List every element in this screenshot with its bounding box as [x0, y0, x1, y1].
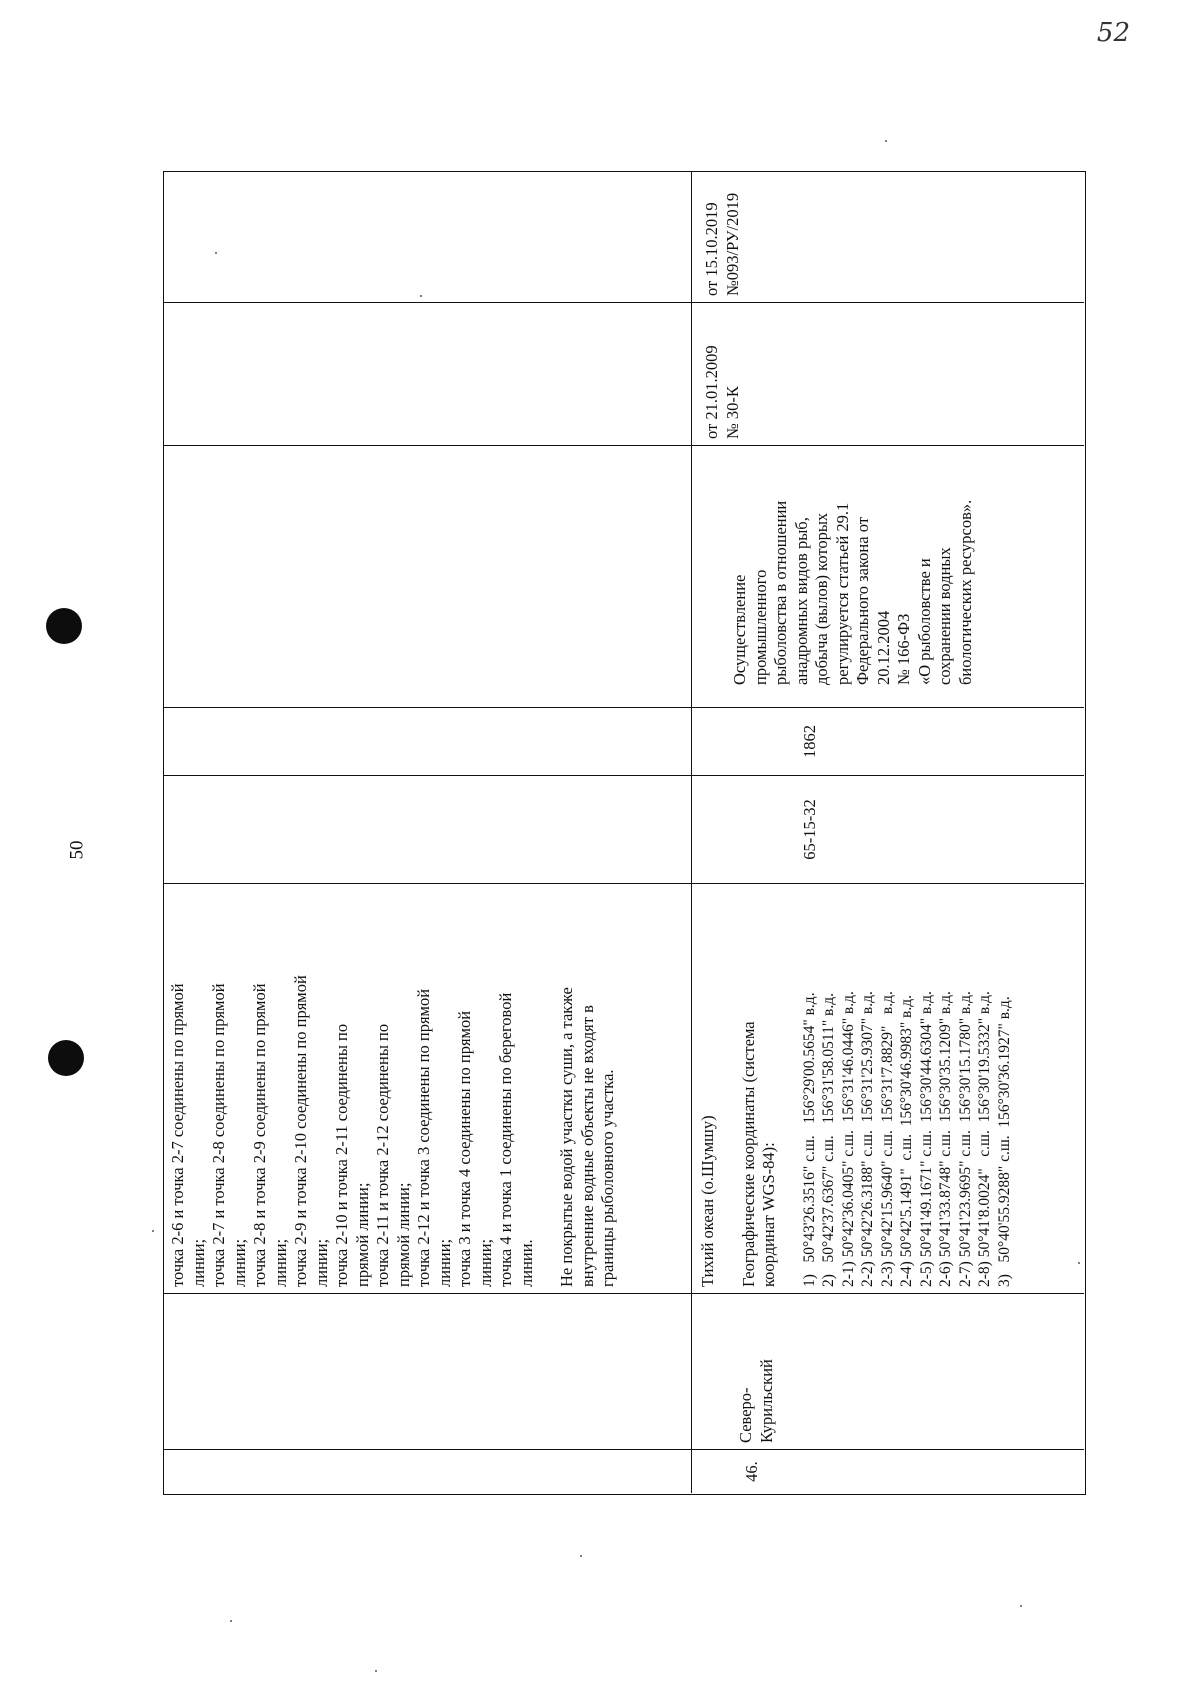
rotated-table-content: [164, 172, 1084, 1493]
handwritten-page-stamp: 52: [1096, 18, 1130, 48]
cell-code: [164, 775, 691, 883]
fishing-areas-table: [163, 171, 1086, 1495]
punch-hole-top: [46, 608, 82, 644]
document-1-line: № 30-К: [722, 386, 742, 439]
coordinate-line: 1) 50°43'26.3516" с.ш. 156°29'00.5654" в.д.: [800, 992, 818, 1287]
coordinate-line: 2) 50°42'37.6367" с.ш. 156°31'58.0511" в.д.: [820, 993, 837, 1287]
purpose-line: 20.12.2004: [873, 610, 893, 685]
scan-speck: [230, 1620, 232, 1622]
document-2-line: от 15.10.2019: [702, 202, 721, 296]
coordinate-line: 2-1) 50°42'36.0405" с.ш. 156°31'46.0446" в.д.: [839, 991, 857, 1287]
document-2-line: №093/РУ/2019: [722, 192, 742, 296]
boundary-line: точка 2-10 и точка 2-11 соединены по: [332, 1023, 351, 1287]
document-2: [692, 172, 1084, 302]
coordinate-line: 2-6) 50°41'33.8748" с.ш. 156°30'35.1209" в.д.: [937, 991, 954, 1287]
area-name: [692, 1293, 1084, 1449]
boundary-line: точка 2-9 и точка 2-10 соединены по прямой: [291, 975, 310, 1287]
scan-speck: [1020, 1605, 1022, 1607]
boundary-line: линии;: [188, 1238, 208, 1287]
cell-purpose: [164, 445, 691, 707]
boundary-line: точка 3 и точка 4 соединены по прямой: [455, 1010, 474, 1287]
boundary-line: точка 2-7 и точка 2-8 соединены по прямой: [209, 983, 228, 1287]
note-line: Не покрытые водой участки суши, а также: [557, 987, 576, 1287]
boundary-line: линии;: [434, 1238, 454, 1287]
purpose-line: сохранении водных: [935, 547, 954, 685]
coordinate-line: 2-3) 50°42'15.9640" с.ш. 156°31'7.8829" в.д.: [878, 991, 896, 1287]
document-1: [692, 302, 1084, 445]
purpose-line: регулируется статьей 29.1: [832, 502, 852, 685]
purpose-line: Осуществление: [730, 574, 749, 685]
coordinate-line: 2-2) 50°42'26.3188" с.ш. 156°31'25.9307" в.д.: [859, 991, 876, 1287]
cell-boundary-description: [164, 883, 691, 1293]
area-name-line: Курильский: [756, 1359, 776, 1443]
table-row-continuation: [164, 172, 692, 1493]
boundary-line: прямой линии;: [393, 1182, 413, 1287]
coordinate-line: 2-4) 50°42'5.1491" с.ш. 156°30'46.9983" в.д.: [898, 995, 915, 1287]
purpose-line: Федерального закона от: [853, 517, 872, 685]
purpose-line: биологических ресурсов».: [955, 499, 975, 685]
scan-speck: [885, 140, 887, 142]
area-code: 65-15-32: [692, 775, 1084, 883]
purpose-line: промышленного: [750, 569, 770, 685]
boundary-line: точка 2-11 и точка 2-12 соединены по: [373, 1023, 392, 1287]
area-boundaries: [692, 883, 1084, 1293]
cell-name: [164, 1293, 691, 1449]
coordinate-line: 2-7) 50°41'23.9695" с.ш. 156°30'15.1780" в.д.: [956, 991, 974, 1287]
boundary-line: линии.: [516, 1239, 536, 1287]
scan-speck: [152, 1230, 154, 1232]
scan-speck: [375, 1670, 377, 1672]
cell-area: [164, 707, 691, 775]
page-number: [62, 830, 92, 870]
area-size: 1862: [692, 707, 1084, 775]
boundary-line: линии;: [311, 1238, 331, 1287]
row-index: 46.: [692, 1449, 1084, 1493]
coord-header-line: координат WGS-84):: [759, 1142, 778, 1287]
boundary-line: линии;: [270, 1238, 290, 1287]
table-row-46: [692, 172, 1084, 1493]
purpose-line: № 166-ФЗ: [894, 613, 913, 685]
boundary-line: точка 2-6 и точка 2-7 соединены по прямой: [168, 983, 187, 1287]
note-line: внутренние водные объекты не входят в: [577, 1005, 597, 1287]
purpose-line: добыча (вылов) которых: [812, 512, 831, 685]
area-name-line: Северо-: [736, 1387, 755, 1443]
cell-index: [164, 1449, 691, 1493]
coordinate-line: 2-8) 50°41'8.0024" с.ш. 156°30'19.5332" в.д.: [976, 991, 993, 1287]
purpose-line: «О рыболовстве и: [914, 558, 934, 685]
fishing-purpose: [692, 445, 1084, 707]
cell-document-1: [164, 302, 691, 445]
boundary-line: точка 2-12 и точка 3 соединены по прямой: [414, 988, 433, 1287]
cell-document-2: [164, 172, 691, 302]
note-line: границы рыболовного участка.: [598, 1069, 617, 1287]
boundary-line: прямой линии;: [352, 1182, 372, 1287]
document-1-line: от 21.01.2009: [702, 345, 721, 439]
coordinate-line: 3) 50°40'55.9288" с.ш. 156°30'36.1927" в.д.: [995, 996, 1013, 1287]
page-number-text: 50: [66, 840, 87, 860]
location-text: Тихий океан (о.Шумшу): [698, 1115, 717, 1287]
purpose-line: анадромных видов рыб,: [791, 517, 811, 685]
scan-speck: [580, 1555, 582, 1557]
boundary-line: точка 4 и точка 1 соединены по береговой: [496, 992, 515, 1287]
punch-hole-bottom: [48, 1040, 84, 1076]
boundary-line: линии;: [475, 1238, 495, 1287]
coordinate-line: 2-5) 50°41'49.1671" с.ш. 156°30'44.6304" в.д.: [917, 991, 935, 1287]
purpose-line: рыболовства в отношении: [771, 500, 790, 685]
boundary-line: линии;: [229, 1238, 249, 1287]
coord-header-line: Географические координаты (система: [738, 1021, 758, 1287]
boundary-line: точка 2-8 и точка 2-9 соединены по прямой: [250, 983, 269, 1287]
